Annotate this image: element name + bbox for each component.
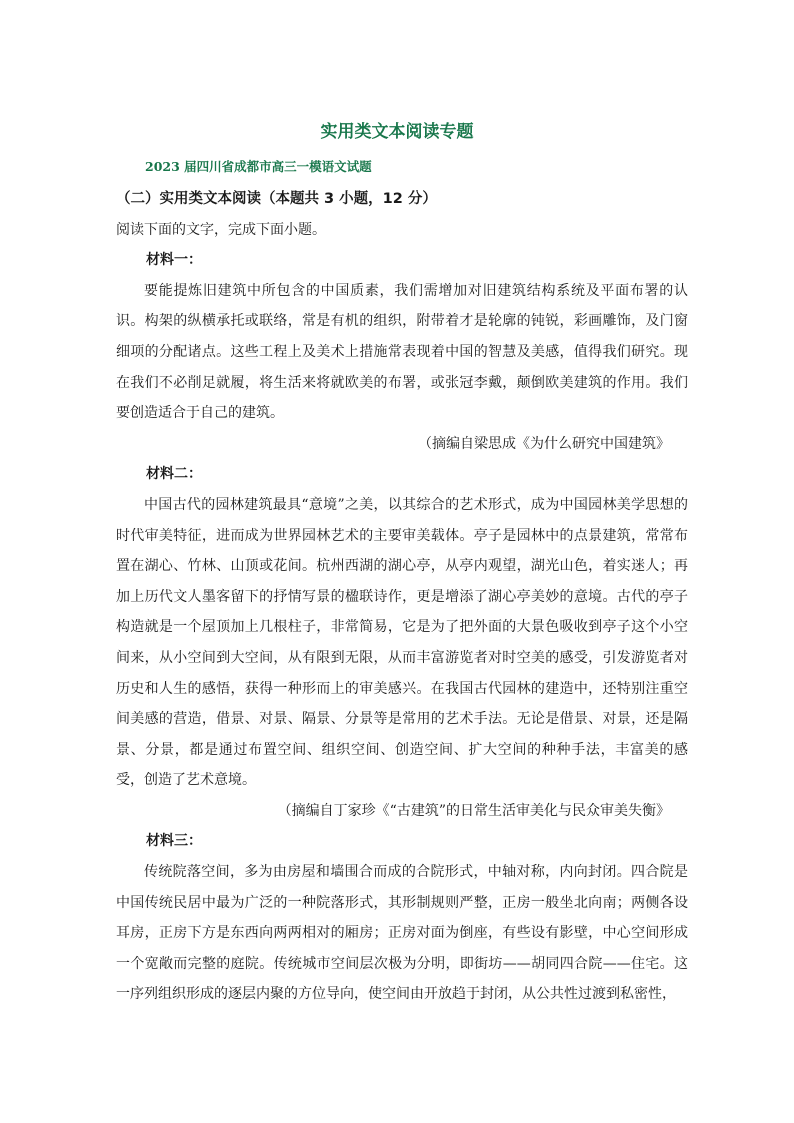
material-2-body: 中国古代的园林建筑最具“意境”之美，以其综合的艺术形式，成为中国园林美学思想的时代审美特征，进而成为世界园林艺术的主要审美载体。亭子是园林中的点景建筑，常常布置在湖心、竹林、山顶或花间。杭州西湖的湖心亭，从亭内观望，湖光山色，着实迷人；再加上历代文人墨客留下的抒情写景的楹联诗作，更是增添了湖心亭美妙的意境。古代的亭子构造就是一个屋顶加上几根柱子，非常简易，它是为了把外面的大景色吸收到亭子这个小空间来，从小空间到大空间，从有限到无限，从而丰富游览者对时空美的感受，引发游览者对历史和人生的感悟，获得一种形而上的审美感兴。在我国古代园林的建造中，还特别注重空间美感的营造，借景、对景、隔景、分景等是常用的艺术手法。无论是借景、对景，还是隔景、分景，都是通过布置空间、组织空间、创造空间、扩大空间的种种手法，丰富美的感受，创造了艺术意境。 <box>116 496 688 789</box>
document-title: 实用类文本阅读专题 <box>320 122 474 142</box>
exam-source-subtitle: 2023 届四川省成都市高三一模语文试题 <box>145 159 372 174</box>
material-2-label: 材料二： <box>146 466 202 483</box>
material-1-label: 材料一： <box>146 252 202 269</box>
material-2-source: （摘编自丁家珍《“古建筑”的日常生活审美化与民众审美失衡》 <box>277 802 670 819</box>
material-3-body: 传统院落空间，多为由房屋和墙围合而成的合院形式，中轴对称，内向封闭。四合院是中国传统民居中最为广泛的一种院落形式，其形制规则严整，正房一般坐北向南；两侧各设耳房，正房下方是东西向两两相对的厢房；正房对面为倒座，有些设有影壁，中心空间形成一个宽敞而完整的庭院。传统城市空间层次极为分明，即街坊——胡同四合院——住宅。这一序列组织形成的逐层内聚的方位导向，使空间由开放趋于封闭，从公共性过渡到私密性， <box>116 864 688 1003</box>
material-3-label: 材料三： <box>146 833 202 850</box>
instruction-text: 阅读下面的文字，完成下面小题。 <box>116 221 326 238</box>
document-content <box>116 184 688 1010</box>
section-heading: （二）实用类文本阅读（本题共 3 小题，12 分） <box>116 191 437 207</box>
material-1-body: 要能提炼旧建筑中所包含的中国质素，我们需增加对旧建筑结构系统及平面布署的认识。构架的纵横承托或联络，常是有机的组织，附带着才是轮廓的钝锐，彩画雕饰，及门窗细项的分配诸点。这些工程上及美术上措施常表现着中国的智慧及美感，值得我们研究。现在我们不必削足就履，将生活来将就欧美的布署，或张冠李戴，颠倒欧美建筑的作用。我们要创造适合于自己的建筑。 <box>116 282 688 422</box>
material-1-source: （摘编自梁思成《为什么研究中国建筑》 <box>418 435 670 452</box>
